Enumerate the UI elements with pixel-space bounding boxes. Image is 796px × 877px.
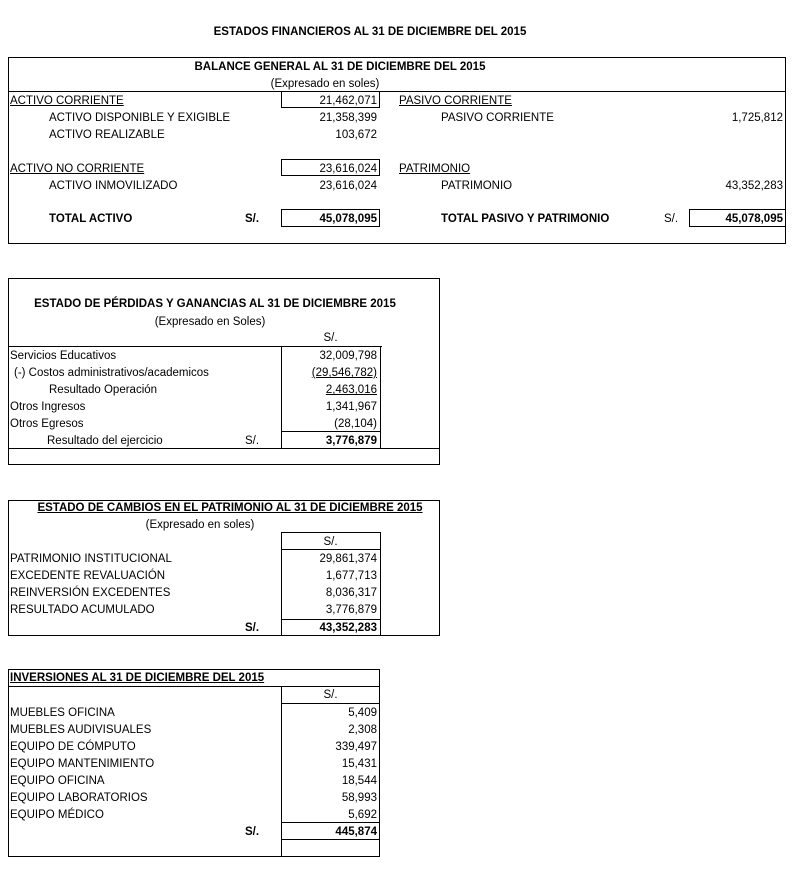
patrimonio-header: PATRIMONIO xyxy=(399,163,471,175)
inversiones-row-value: 2,308 xyxy=(348,724,377,736)
perdidas-header-line xyxy=(8,346,382,347)
pasivo-corriente-header: PASIVO CORRIENTE xyxy=(399,95,512,107)
inversiones-header-line xyxy=(281,703,380,704)
perdidas-row-value: (29,546,782) xyxy=(311,367,377,379)
inversiones-title: INVERSIONES AL 31 DE DICIEMBRE DEL 2015 xyxy=(10,672,265,684)
inversiones-total-bottom-line xyxy=(281,839,380,840)
pasivo-corriente-label: PASIVO CORRIENTE xyxy=(441,112,554,124)
page-title: ESTADOS FINANCIEROS AL 31 DE DICIEMBRE DEL 2015 xyxy=(213,26,527,38)
perdidas-col-right xyxy=(380,346,381,448)
balance-subtitle: (Expresado en soles) xyxy=(270,78,380,90)
total-pasivo-currency: S/. xyxy=(664,213,679,225)
activo-no-corriente-value: 23,616,024 xyxy=(319,163,377,175)
resultado-ejercicio-value: 3,776,879 xyxy=(325,435,377,447)
activo-corriente-value: 21,462,071 xyxy=(319,95,377,107)
cambios-total-currency: S/. xyxy=(245,622,260,634)
perdidas-subtitle: (Expresado en Soles) xyxy=(154,316,266,328)
perdidas-row-value: 1,341,967 xyxy=(325,401,377,413)
inversiones-row-value: 18,544 xyxy=(341,775,377,787)
cambios-title: ESTADO DE CAMBIOS EN EL PATRIMONIO AL 31 DE DICIEMBRE 2015 xyxy=(37,502,423,514)
perdidas-title: ESTADO DE PÉRDIDAS Y GANANCIAS AL 31 DE DICIEMBRE 2015 xyxy=(34,298,396,310)
balance-title: BALANCE GENERAL AL 31 DE DICIEMBRE DEL 2015 xyxy=(194,61,486,73)
cambios-row-label: PATRIMONIO INSTITUCIONAL xyxy=(10,553,172,565)
pasivo-corriente-value: 1,725,812 xyxy=(731,112,783,124)
inversiones-row-label: EQUIPO MÉDICO xyxy=(10,809,104,821)
cambios-row-label: RESULTADO ACUMULADO xyxy=(10,604,155,616)
activo-realizable-value: 103,672 xyxy=(335,129,377,141)
patrimonio-label: PATRIMONIO xyxy=(441,180,513,192)
cambios-row-value: 8,036,317 xyxy=(325,587,377,599)
perdidas-row-label: Servicios Educativos xyxy=(10,350,117,362)
perdidas-currency-header: S/. xyxy=(323,332,338,344)
total-pasivo-label: TOTAL PASIVO Y PATRIMONIO xyxy=(441,213,610,225)
activo-corriente-label: ACTIVO CORRIENTE xyxy=(10,95,124,107)
perdidas-row-value: 2,463,016 xyxy=(325,384,377,396)
perdidas-total-top-line xyxy=(281,431,381,432)
perdidas-row-value: 32,009,798 xyxy=(319,350,377,362)
cambios-header-line xyxy=(281,549,381,550)
perdidas-row-label: Otros Egresos xyxy=(10,418,84,430)
perdidas-row-value: (28,104) xyxy=(334,418,377,430)
cambios-total-line xyxy=(281,619,381,620)
inversiones-row-label: EQUIPO DE CÓMPUTO xyxy=(10,741,136,753)
cambios-subtitle: (Expresado en soles) xyxy=(145,519,255,531)
balance-header-divider xyxy=(8,91,786,92)
inversiones-row-label: EQUIPO OFICINA xyxy=(10,775,105,787)
inversiones-currency-header: S/. xyxy=(323,689,338,701)
inversiones-row-label: EQUIPO MANTENIMIENTO xyxy=(10,758,155,770)
inversiones-row-value: 5,692 xyxy=(348,809,377,821)
cambios-row-label: EXCEDENTE REVALUACIÓN xyxy=(10,570,166,582)
inversiones-row-label: MUEBLES AUDIVISUALES xyxy=(10,724,152,736)
total-activo-currency: S/. xyxy=(245,213,260,225)
perdidas-row-label: Otros Ingresos xyxy=(10,401,86,413)
cambios-total-value: 43,352,283 xyxy=(319,622,377,634)
inversiones-total-line xyxy=(281,822,380,823)
activo-no-corriente-label: ACTIVO NO CORRIENTE xyxy=(10,163,145,175)
inversiones-total-value: 445,874 xyxy=(335,826,377,838)
total-pasivo-value: 45,078,095 xyxy=(725,213,783,225)
inversiones-row-label: EQUIPO LABORATORIOS xyxy=(10,792,148,804)
perdidas-bottom-line xyxy=(8,448,440,449)
inversiones-row-value: 339,497 xyxy=(335,741,377,753)
inversiones-row-value: 58,993 xyxy=(341,792,377,804)
perdidas-row-label: (-) Costos administrativos/academicos xyxy=(14,367,209,379)
cambios-currency-header: S/. xyxy=(323,536,338,548)
cambios-row-value: 3,776,879 xyxy=(325,604,377,616)
activo-realizable-label: ACTIVO REALIZABLE xyxy=(49,129,165,141)
inversiones-row-value: 5,409 xyxy=(348,707,377,719)
activo-disponible-label: ACTIVO DISPONIBLE Y EXIGIBLE xyxy=(49,112,231,124)
inversiones-total-currency: S/. xyxy=(245,826,260,838)
cambios-row-label: REINVERSIÓN EXCEDENTES xyxy=(10,587,171,599)
inversiones-row-label: MUEBLES OFICINA xyxy=(10,707,115,719)
total-activo-label: TOTAL ACTIVO xyxy=(49,213,133,225)
perdidas-row-label: Resultado Operación xyxy=(49,384,158,396)
total-activo-value: 45,078,095 xyxy=(319,213,377,225)
activo-inmovilizado-value: 23,616,024 xyxy=(319,180,377,192)
inversiones-title-line xyxy=(8,686,380,687)
cambios-row-value: 29,861,374 xyxy=(319,553,377,565)
resultado-ejercicio-currency: S/. xyxy=(245,435,260,447)
cambios-row-value: 1,677,713 xyxy=(325,570,377,582)
patrimonio-value: 43,352,283 xyxy=(725,180,783,192)
activo-inmovilizado-label: ACTIVO INMOVILIZADO xyxy=(49,180,178,192)
inversiones-row-value: 15,431 xyxy=(341,758,377,770)
resultado-ejercicio-label: Resultado del ejercicio xyxy=(47,435,163,447)
activo-disponible-value: 21,358,399 xyxy=(319,112,377,124)
